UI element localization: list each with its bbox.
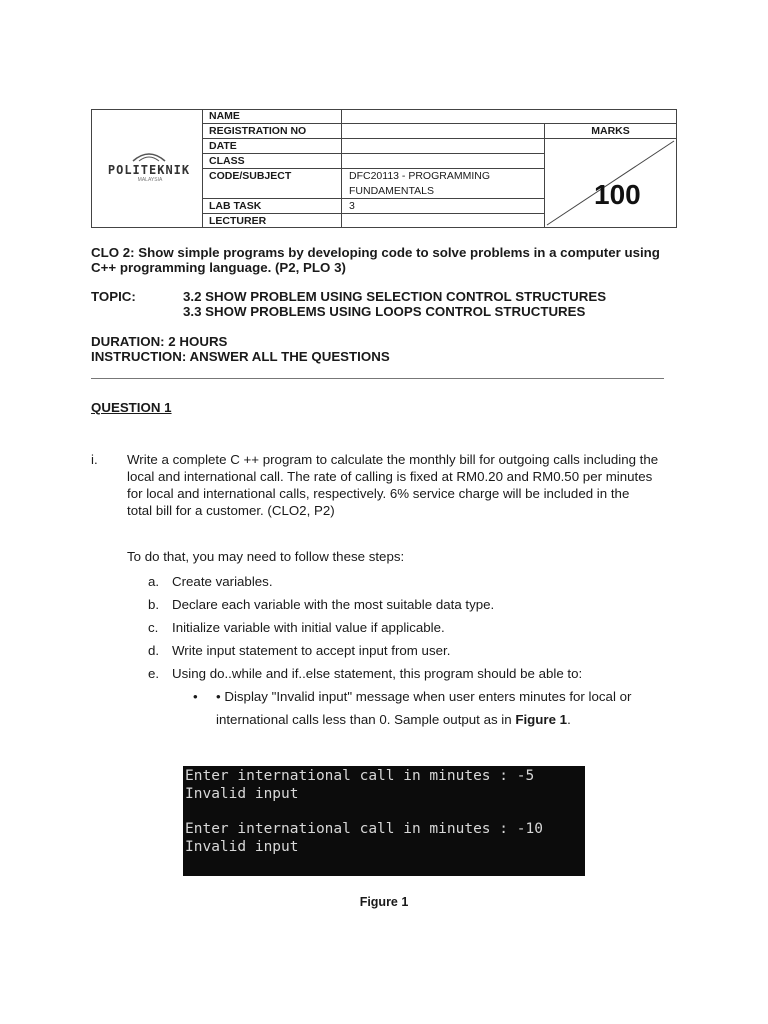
value-code-subject-line1: DFC20113 - PROGRAMMING bbox=[349, 170, 490, 182]
topic-item-2: 3.3 SHOW PROBLEMS USING LOOPS CONTROL STRUCTURES bbox=[183, 304, 586, 319]
politeknik-logo bbox=[101, 149, 197, 189]
bullet-line-2-pre: international calls less than 0. Sample output as in bbox=[216, 712, 516, 727]
label-code-subject: CODE/SUBJECT bbox=[209, 170, 292, 182]
terminal-line-2: Invalid input bbox=[185, 786, 299, 802]
step-marker-d: d. bbox=[148, 643, 160, 658]
clo-line-2: C++ programming language. (P2, PLO 3) bbox=[91, 260, 346, 275]
header-table bbox=[91, 109, 677, 228]
logo-subtext: MALAYSIA bbox=[137, 177, 163, 183]
topic-label: TOPIC: bbox=[91, 289, 136, 304]
marks-total: 100 bbox=[594, 179, 641, 210]
step-marker-c: c. bbox=[148, 620, 159, 635]
bullet-marker: • bbox=[193, 689, 198, 704]
step-text-e: Using do..while and if..else statement, this program should be able to: bbox=[172, 666, 583, 681]
clo-line-1: CLO 2: Show simple programs by developing code to solve problems in a computer using bbox=[91, 245, 660, 260]
label-lecturer: LECTURER bbox=[209, 215, 267, 227]
terminal-output bbox=[183, 766, 585, 876]
question-title: QUESTION 1 bbox=[91, 400, 172, 415]
figure-caption: Figure 1 bbox=[359, 895, 409, 909]
divider bbox=[91, 378, 664, 379]
step-text-a: Create variables. bbox=[172, 574, 273, 589]
bullet-line-2-post: . bbox=[567, 712, 571, 727]
step-text-d: Write input statement to accept input from user. bbox=[172, 643, 451, 658]
topic-item-1: 3.2 SHOW PROBLEM USING SELECTION CONTROL STRUCTURES bbox=[183, 289, 607, 304]
label-lab-task: LAB TASK bbox=[209, 200, 262, 212]
terminal-line-1: Enter international call in minutes : -5 bbox=[185, 768, 535, 784]
step-marker-a: a. bbox=[148, 574, 160, 589]
figure-ref: Figure 1 bbox=[515, 712, 568, 727]
value-lab-task: 3 bbox=[349, 200, 355, 212]
steps-intro: To do that, you may need to follow these steps: bbox=[127, 549, 405, 564]
value-code-subject-line2: FUNDAMENTALS bbox=[349, 185, 434, 197]
question-para-line-1: Write a complete C ++ program to calculate the monthly bill for outgoing calls including the bbox=[127, 452, 659, 467]
marks-label: MARKS bbox=[591, 125, 630, 137]
step-text-c: Initialize variable with initial value if applicable. bbox=[172, 620, 445, 635]
item-marker: i. bbox=[91, 452, 98, 467]
label-name: NAME bbox=[209, 110, 240, 122]
terminal-line-4: Invalid input bbox=[185, 839, 299, 855]
step-text-b: Declare each variable with the most suitable data type. bbox=[172, 597, 495, 612]
label-registration: REGISTRATION NO bbox=[209, 125, 307, 137]
question-para-line-3: for local and international calls, respectively. 6% service charge will be included in the bbox=[127, 486, 630, 501]
step-marker-b: b. bbox=[148, 597, 160, 612]
question-para-line-4: total bill for a customer. (CLO2, P2) bbox=[127, 503, 335, 518]
question-para-line-2: local and international call. The rate of calling is fixed at RM0.20 and RM0.50 per minutes bbox=[127, 469, 653, 484]
logo-arc-icon bbox=[131, 149, 167, 163]
terminal-line-3: Enter international call in minutes : -10 bbox=[185, 821, 543, 837]
logo-text: POLITEKNIK bbox=[107, 163, 191, 177]
duration: DURATION: 2 HOURS bbox=[91, 334, 228, 349]
instruction: INSTRUCTION: ANSWER ALL THE QUESTIONS bbox=[91, 349, 390, 364]
bullet-line-2 bbox=[216, 711, 571, 728]
label-class: CLASS bbox=[209, 155, 245, 167]
label-date: DATE bbox=[209, 140, 237, 152]
bullet-line-1: • Display "Invalid input" message when user enters minutes for local or bbox=[216, 689, 632, 704]
step-marker-e: e. bbox=[148, 666, 160, 681]
